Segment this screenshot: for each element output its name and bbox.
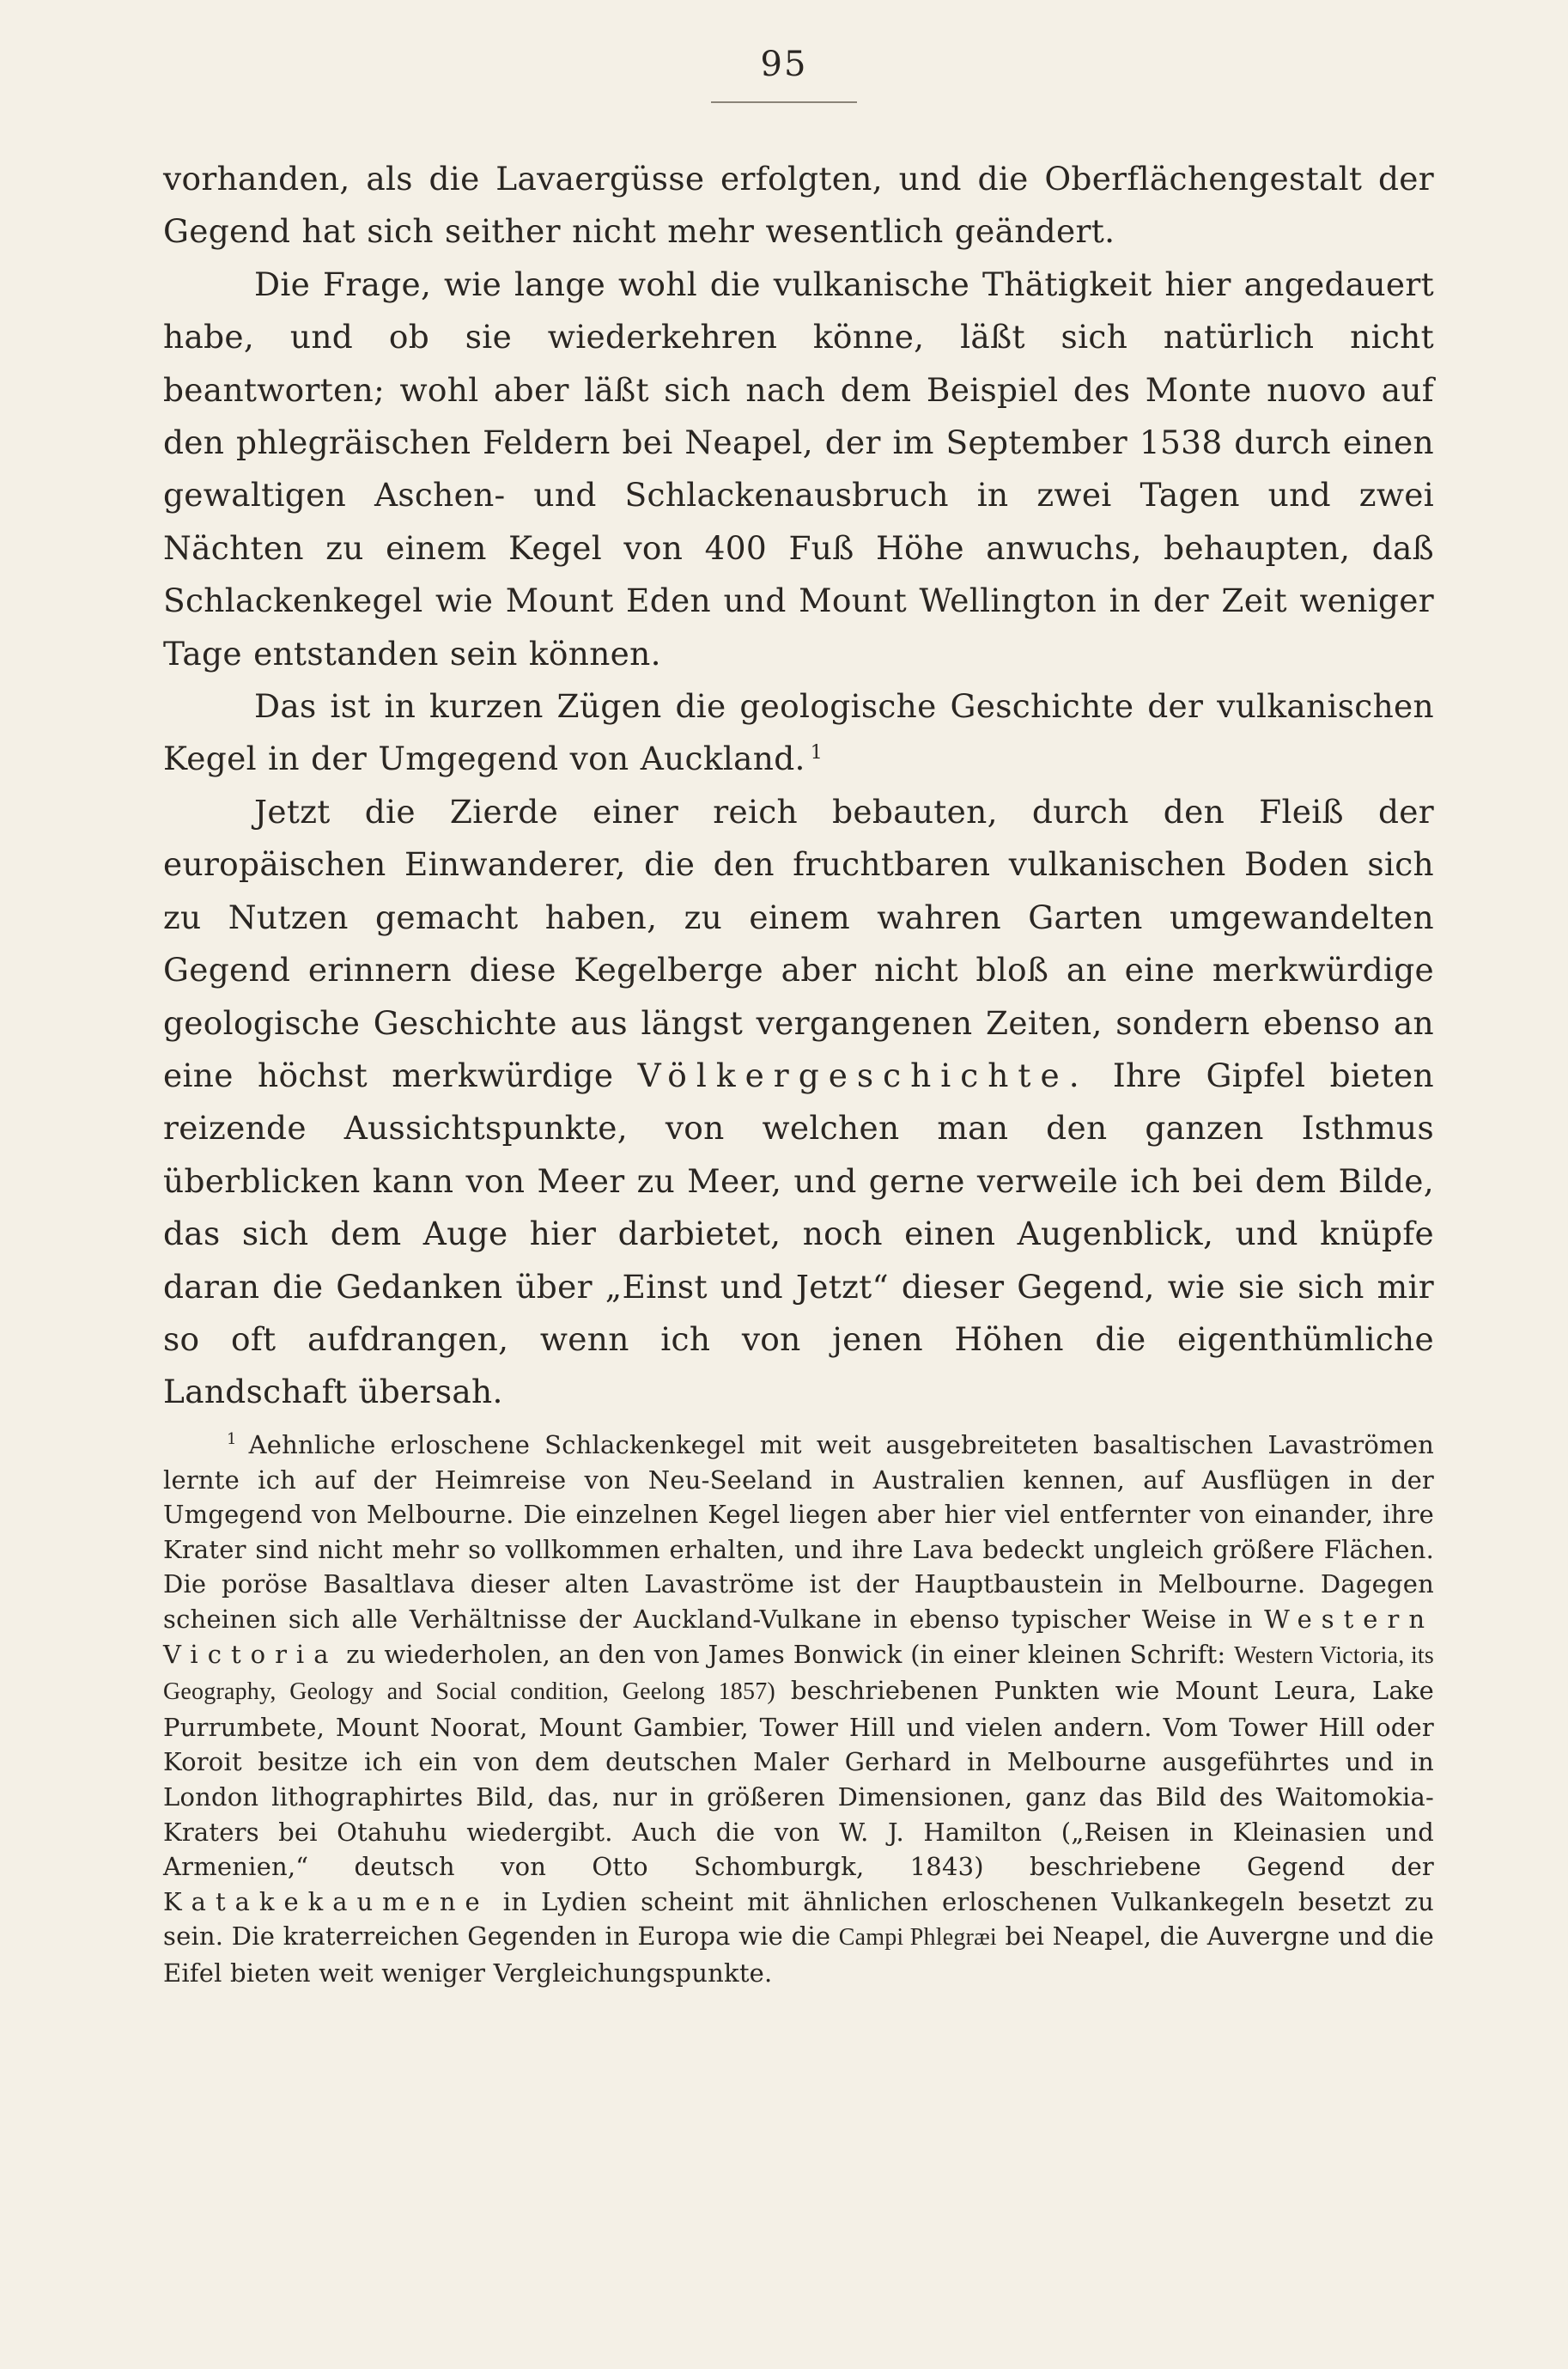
footnote-mark: 1	[227, 1430, 237, 1449]
footnote-area	[163, 1428, 1434, 1991]
emphasis-voelkergeschichte: Völkergeschichte.	[637, 1056, 1089, 1094]
paragraph-4-text-a: Jetzt die Zierde einer reich bebauten, durch den Fleiß der europäischen Einwanderer, die den fruchtbaren vulkanischen Boden sich zu Nutzen gemacht haben, zu einem wahren Garten umgewandelten Gegend erinnern diese Kegelberge aber nicht bloß an eine merkwürdige geologische Geschichte aus längst vergangenen Zeiten, sondern ebenso an eine höchst merkwürdige	[163, 792, 1434, 1094]
emphasis-western-victoria: Western Victoria	[163, 1604, 1434, 1669]
latin-campi-phlegraei: Campi Phlegræi	[838, 1924, 997, 1952]
footnote-1	[163, 1428, 1434, 1991]
latin-title-western-victoria: Western Victoria, its Geography, Geology and Social condition, Geelong 1857)	[163, 1641, 1435, 1706]
footnote-text-2: zu wiederholen, an den von James Bonwick (in einer kleinen Schrift:	[346, 1639, 1226, 1669]
header-rule	[711, 101, 857, 103]
paragraph-2: Die Frage, wie lange wohl die vulkanische Thätigkeit hier angedauert habe, und ob sie wiederkehren könne, läßt sich natürlich nicht beantworten; wohl aber läßt sich nach dem Beispiel des Monte nuovo auf den phlegräischen Feldern bei Neapel, der im September 1538 durch einen gewaltigen Aschen- und Schlackenausbruch in zwei Tagen und zwei Nächten zu einem Kegel von 400 Fuß Höhe anwuchs, behaupten, daß Schlackenkegel wie Mount Eden und Mount Wellington in der Zeit weniger Tage entstanden sein können.	[163, 265, 1434, 673]
footnote-text-1: Aehnliche erloschene Schlackenkegel mit weit ausgebreiteten basaltischen Lavaströmen lernte ich auf der Heimreise von Neu-Seeland in Australien kennen, auf Ausflügen in der Umgegend von Melbourne. Die einzelnen Kegel liegen aber hier viel entfernter von einander, ihre Krater sind nicht mehr so vollkommen erhalten, und ihre Lava bedeckt ungleich größere Flächen. Die poröse Basaltlava dieser alten Lavaströme ist der Hauptbaustein in Melbourne. Dagegen scheinen sich alle Verhältnisse der Auckland-Vulkane in ebenso typischer Weise in	[163, 1430, 1434, 1634]
paragraph-1: vorhanden, als die Lavaergüsse erfolgten, und die Oberflächengestalt der Gegend hat sich seither nicht mehr wesentlich geändert.	[163, 160, 1434, 251]
footnote-text-4: in Lydien scheint mit ähnlichen erloschenen Vulkankegeln besetzt zu sein. Die kraterreichen Gegenden in Europa wie die	[163, 1886, 1434, 1952]
paragraph-3-text: Das ist in kurzen Zügen die geologische Geschichte der vulkanischen Kegel in der Umgegend von Auckland.	[163, 687, 1434, 778]
footnote-text-3: beschriebenen Punkten wie Mount Leura, Lake Purrumbete, Mount Noorat, Mount Gambier, Tower Hill und vielen andern. Vom Tower Hill oder Koroit besitze ich ein von dem deutschen Maler Gerhard in Melbourne ausgeführtes und in London lithographirtes Bild, das, nur in größeren Dimensionen, ganz das Bild des Waitomokia-Kraters bei Otahuhu wiedergibt. Auch die von W. J. Hamilton („Reisen in Kleinasien und Armenien,“ deutsch von Otto Schomburgk, 1843) beschriebene Gegend der	[163, 1676, 1434, 1882]
page-number: 95	[760, 45, 808, 84]
footnote-text-5: bei Neapel, die Auvergne und die Eifel bieten weit weniger Vergleichungspunkte.	[163, 1921, 1435, 1988]
footnote-reference: 1	[810, 741, 824, 764]
paragraph-4-text-b: Ihre Gipfel bieten reizende Aussichtspunkte, von welchen man den ganzen Isthmus überblicken kann von Meer zu Meer, und gerne verweile ich bei dem Bilde, das sich dem Auge hier darbietet, noch einen Augenblick, und knüpfe daran die Gedanken über „Einst und Jetzt“ dieser Gegend, wie sie sich mir so oft aufdrangen, wenn ich von jenen Höhen die eigenthümliche Landschaft übersah.	[163, 1056, 1434, 1411]
paragraph-4	[163, 786, 1434, 1419]
paragraph-3	[163, 680, 1434, 786]
emphasis-katakekaumene: Katakekaumene	[163, 1886, 489, 1916]
main-text	[163, 153, 1434, 1419]
